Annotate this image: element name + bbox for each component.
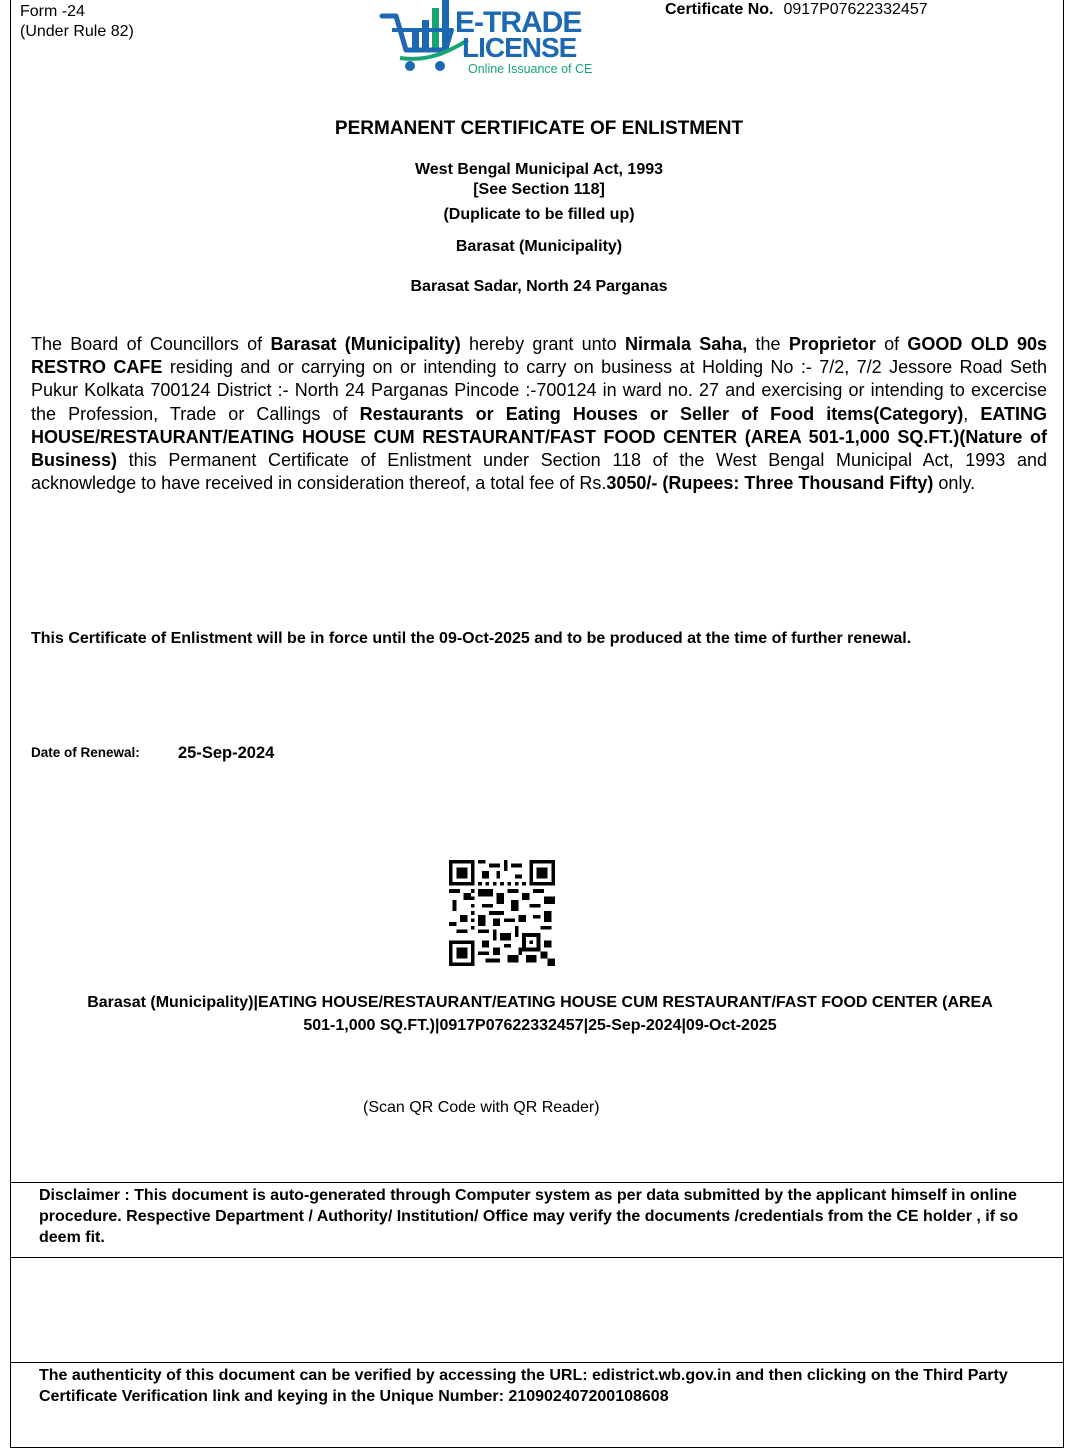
body-text-2: hereby grant unto bbox=[460, 334, 625, 354]
body-holder-name: Nirmala Saha, bbox=[624, 334, 748, 354]
validity-statement: This Certificate of Enlistment will be in force until the 09-Oct-2025 and to be produced at the time of further renewal. bbox=[31, 630, 912, 647]
body-municipality: Barasat (Municipality) bbox=[270, 334, 461, 354]
disclaimer-box bbox=[10, 1182, 1064, 1258]
municipality-heading: Barasat (Municipality) bbox=[455, 238, 623, 255]
body-text-5: residing and or carrying on or intending to carry on business at Holding No :- 7/2, 7/2 Jessore Road Seth Pukur Kolkata 700124 District :- North 24 Parganas Pincode :-700124 in ward no. 27 and exercising or intending to excercise the Profession, Trade or Callings of bbox=[31, 357, 1047, 424]
scan-instruction: (Scan QR Code with QR Reader) bbox=[363, 1099, 600, 1116]
district-heading: Barasat Sadar, North 24 Parganas bbox=[410, 278, 668, 295]
verification-box bbox=[10, 1362, 1064, 1442]
body-text-1: The Board of Councillors of bbox=[31, 334, 271, 354]
logo-title-line2: LICENSE bbox=[462, 32, 577, 63]
qr-caption-line2: 501-1,000 SQ.FT.)|0917P07622332457|25-Sep-2024|09-Oct-2025 bbox=[303, 1017, 777, 1034]
duplicate-note: (Duplicate to be filled up) bbox=[443, 206, 635, 223]
qr-caption bbox=[20, 991, 1060, 1037]
logo-tagline: Online Issuance of CE bbox=[468, 62, 593, 76]
disclaimer-text: Disclaimer : This document is auto-generated through Computer system as per data submitted by the applicant himself in online procedure. Respective Department / Authority/ Institution/ Office may verify the documents /credentials from the CE holder , if so deem fit. bbox=[39, 1187, 1019, 1246]
certificate-number bbox=[665, 0, 928, 20]
verification-text: The authenticity of this document can be verified by accessing the URL: edistrict.wb.gov.in and then clicking on the Third Party Certificate Verification link and keying in the Unique Number: 210902407200108608 bbox=[39, 1367, 1008, 1405]
body-text-8: only. bbox=[933, 473, 976, 494]
qr-code-icon[interactable] bbox=[449, 860, 555, 966]
body-text-6: , bbox=[963, 403, 981, 424]
body-text-3: the bbox=[747, 334, 789, 354]
body-category: Restaurants or Eating Houses or Seller of Food items(Category) bbox=[359, 403, 964, 424]
body-role: Proprietor bbox=[788, 334, 876, 354]
form-number-text: Form -24 bbox=[20, 3, 85, 20]
certificate-value: 0917P07622332457 bbox=[783, 1, 928, 18]
body-fee: 3050/- (Rupees: Three Thousand Fifty) bbox=[606, 473, 934, 494]
rule-text: (Under Rule 82) bbox=[20, 23, 134, 40]
body-text-7: this Permanent Certificate of Enlistment under Section 118 of the West Bengal Municipal Act, 1993 and acknowledge to have received in consideration thereof, a total fee of Rs. bbox=[31, 450, 1047, 494]
form-number bbox=[20, 2, 134, 42]
renewal-label: Date of Renewal: bbox=[31, 745, 140, 760]
page-title: PERMANENT CERTIFICATE OF ENLISTMENT bbox=[334, 118, 744, 139]
logo-title-line1: E-TRADE bbox=[455, 6, 582, 39]
body-nature: EATING HOUSE/RESTAURANT/EATING HOUSE CUM RESTAURANT/FAST FOOD CENTER (AREA 501-1,000 SQ.FT.)(Nature of Business) bbox=[31, 403, 1047, 471]
act-section: [See Section 118] bbox=[473, 181, 605, 198]
renewal-date: 25-Sep-2024 bbox=[178, 744, 275, 762]
qr-caption-line1: Barasat (Municipality)|EATING HOUSE/RESTAURANT/EATING HOUSE CUM RESTAURANT/FAST FOOD CENTER (AREA bbox=[87, 994, 993, 1011]
body-business-name: GOOD OLD 90s RESTRO CAFE bbox=[31, 334, 1047, 378]
act-heading bbox=[0, 160, 1078, 200]
act-name: West Bengal Municipal Act, 1993 bbox=[414, 161, 664, 178]
certificate-body bbox=[31, 333, 1047, 495]
body-text-4: of bbox=[875, 334, 908, 354]
certificate-label: Certificate No. bbox=[665, 1, 774, 18]
